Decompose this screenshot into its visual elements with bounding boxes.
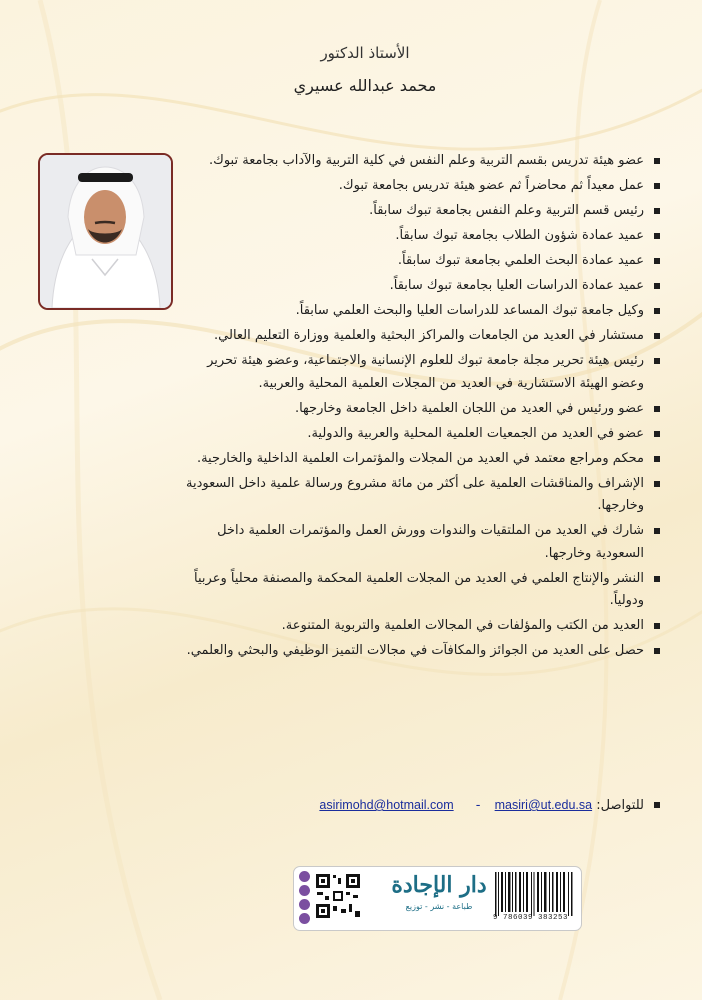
contact-label: للتواصل:: [596, 798, 644, 813]
publisher-logo-text: دار الإجادة: [391, 872, 487, 898]
email-link-hotmail[interactable]: asirimohd@hotmail.com: [319, 798, 454, 812]
qr-code-icon: [315, 873, 361, 919]
bio-item: عمل معيداً ثم محاضراً ثم عضو هيئة تدريس بجامعة تبوك.: [180, 175, 664, 198]
bio-item: رئيس هيئة تحرير مجلة جامعة تبوك للعلوم الإنسانية والاجتماعية، وعضو هيئة تحرير وعضو الهيئة الاستشارية في العديد من المجلات العلمية المحلية والعربية.: [180, 350, 664, 395]
barcode-icon: [493, 871, 575, 917]
bio-item: عميد عمادة الدراسات العليا بجامعة تبوك سابقاً.: [180, 275, 664, 298]
facebook-icon: [299, 913, 310, 924]
bio-item: عضو هيئة تدريس بقسم التربية وعلم النفس في كلية التربية والآداب بجامعة تبوك.: [180, 150, 664, 173]
bio-list: [180, 150, 664, 665]
bio-item: حصل على العديد من الجوائز والمكافآت في مجالات التميز الوظيفي والبحثي والعلمي.: [180, 640, 664, 663]
publisher-card: [293, 866, 582, 931]
contact-separator: -: [475, 798, 481, 813]
bio-item: مستشار في العديد من الجامعات والمراكز البحثية والعلمية ووزارة التعليم العالي.: [180, 325, 664, 348]
bio-item: عضو في العديد من الجمعيات العلمية المحلية والعربية والدولية.: [180, 423, 664, 446]
bio-item: عميد عمادة شؤون الطلاب بجامعة تبوك سابقاً.: [180, 225, 664, 248]
website-icon: [299, 899, 310, 910]
email-link-university[interactable]: masiri@ut.edu.sa: [494, 798, 593, 812]
bio-item: عميد عمادة البحث العلمي بجامعة تبوك سابقاً.: [180, 250, 664, 273]
bio-item: عضو ورئيس في العديد من اللجان العلمية داخل الجامعة وخارجها.: [180, 398, 664, 421]
author-name: محمد عبدالله عسيري: [293, 76, 437, 95]
bio-item: رئيس قسم التربية وعلم النفس بجامعة تبوك سابقاً.: [180, 200, 664, 223]
bio-item: النشر والإنتاج العلمي في العديد من المجلات العلمية المحكمة والمصنفة محلياً وعربياً ودولياً.: [180, 568, 664, 613]
instagram-icon: [299, 871, 310, 882]
bio-item: وكيل جامعة تبوك المساعد للدراسات العليا والبحث العلمي سابقاً.: [180, 300, 664, 323]
publisher-tagline: طباعة - نشر - توزيع: [405, 902, 473, 911]
author-photo: [38, 153, 173, 310]
publisher-logo: [390, 870, 488, 926]
bio-item: الإشراف والمناقشات العلمية على أكثر من مائة مشروع ورسالة علمية داخل السعودية وخارجها.: [180, 473, 664, 518]
isbn-number: 9 786039 383253: [493, 914, 569, 922]
bio-item: العديد من الكتب والمؤلفات في المجالات العلمية والتربوية المتنوعة.: [180, 615, 664, 638]
author-title: الأستاذ الدكتور: [320, 44, 410, 62]
twitter-icon: [299, 885, 310, 896]
bio-item: شارك في العديد من الملتقيات والندوات وورش العمل والمؤتمرات العلمية داخل السعودية وخارجها.: [180, 520, 664, 565]
bio-item: محكم ومراجع معتمد في العديد من المجلات والمؤتمرات العلمية الداخلية والخارجية.: [180, 448, 664, 471]
contact-line: [180, 794, 664, 817]
social-icons: [299, 871, 311, 927]
